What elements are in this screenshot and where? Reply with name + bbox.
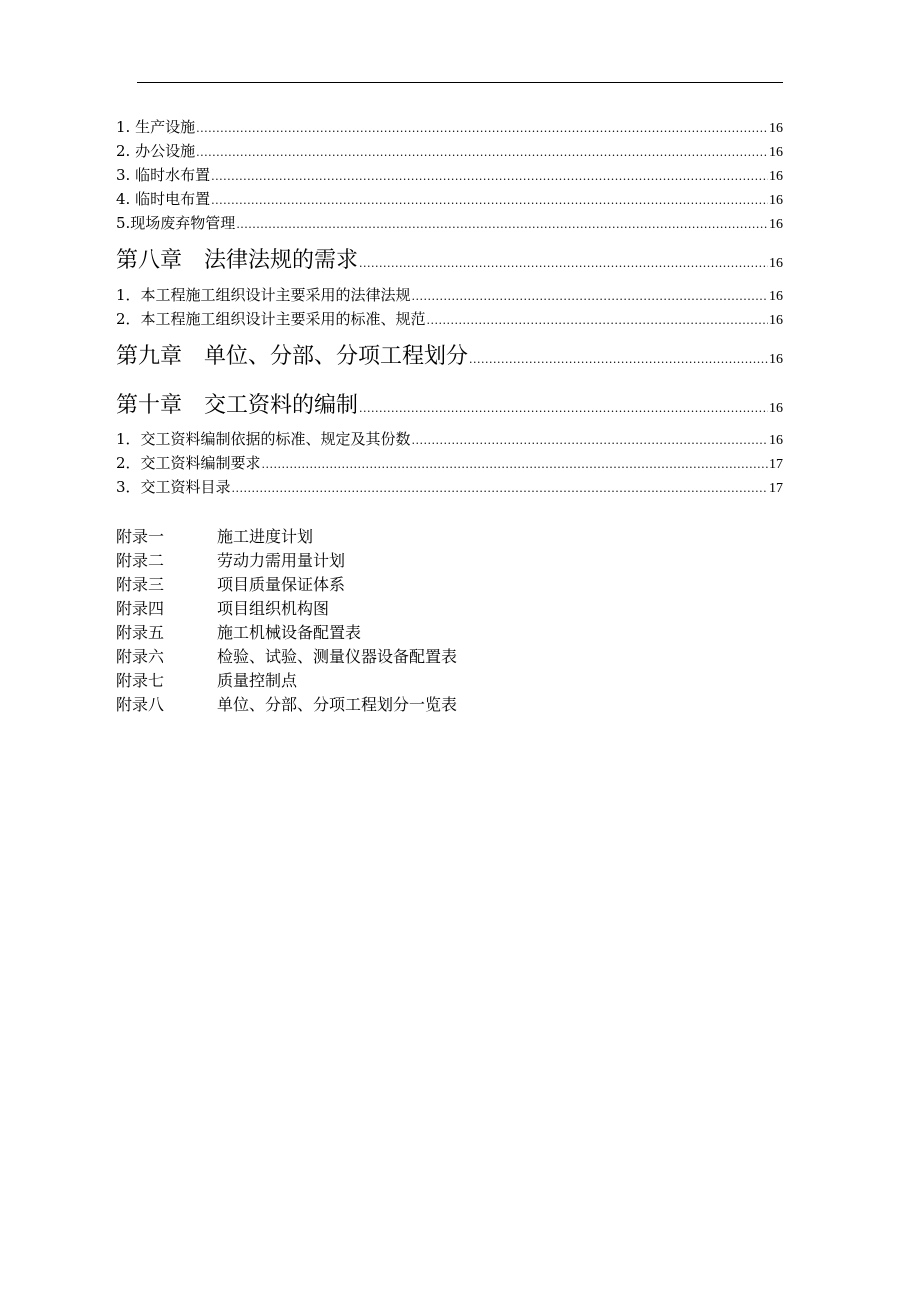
- appendix-item: [116, 548, 616, 571]
- appendix-item: [116, 572, 616, 595]
- toc-entry-label: 2．交工资料编制要求: [116, 454, 261, 472]
- toc-chapter-10[interactable]: [116, 388, 783, 419]
- dot-leader: [359, 402, 768, 413]
- dot-leader: [196, 122, 768, 133]
- appendix-item: [116, 620, 616, 643]
- dot-leader: [262, 458, 768, 469]
- toc-entry[interactable]: [116, 476, 783, 497]
- toc-entry-page: 16: [769, 217, 783, 232]
- toc-entry-label: 3. 临时水布置: [116, 166, 211, 184]
- appendix-label: 附录七: [116, 671, 165, 690]
- toc-entry-page: 16: [769, 289, 783, 304]
- appendix-label: 附录四: [116, 599, 165, 618]
- dot-leader: [196, 146, 768, 157]
- toc-entry-page: 17: [769, 457, 783, 472]
- toc-entry-page: 16: [769, 313, 783, 328]
- dot-leader: [427, 314, 768, 325]
- toc-entry-label: 2. 办公设施: [116, 142, 196, 160]
- appendix-title: 检验、试验、测量仪器设备配置表: [217, 647, 458, 666]
- appendix-label: 附录六: [116, 647, 165, 666]
- toc-entry[interactable]: [116, 116, 783, 137]
- appendix-title: 质量控制点: [217, 671, 298, 690]
- toc-chapter-label: 第九章 单位、分部、分项工程划分: [116, 344, 469, 369]
- toc-entry[interactable]: [116, 164, 783, 185]
- toc-entry-label: 1．交工资料编制依据的标准、规定及其份数: [116, 430, 411, 448]
- toc-entry-label: 3．交工资料目录: [116, 478, 231, 496]
- dot-leader: [469, 353, 768, 364]
- appendix-item: [116, 668, 616, 691]
- toc-entry-page: 17: [769, 481, 783, 496]
- appendix-label: 附录二: [116, 551, 165, 570]
- toc-entry[interactable]: [116, 188, 783, 209]
- toc-entry-label: 4. 临时电布置: [116, 190, 211, 208]
- dot-leader: [412, 434, 768, 445]
- appendix-label: 附录五: [116, 623, 165, 642]
- appendix-title: 劳动力需用量计划: [217, 551, 346, 570]
- appendix-label: 附录一: [116, 527, 165, 546]
- toc-entry[interactable]: [116, 212, 783, 233]
- toc-entry-page: 16: [769, 145, 783, 160]
- toc-chapter-8[interactable]: [116, 243, 783, 274]
- toc-chapter-label: 第十章 交工资料的编制: [116, 393, 359, 418]
- toc-chapter-page: 16: [769, 256, 783, 271]
- toc-entry-page: 16: [769, 433, 783, 448]
- header-rule: [137, 82, 783, 83]
- dot-leader: [412, 290, 768, 301]
- appendix-item: [116, 524, 616, 547]
- appendix-item: [116, 596, 616, 619]
- toc-entry-label: 5.现场废弃物管理: [116, 214, 236, 232]
- toc-entry-label: 1．本工程施工组织设计主要采用的法律法规: [116, 286, 411, 304]
- appendix-item: [116, 692, 616, 715]
- appendix-title: 项目质量保证体系: [217, 575, 346, 594]
- appendix-title: 施工机械设备配置表: [217, 623, 362, 642]
- toc-entry[interactable]: [116, 284, 783, 305]
- toc-entry[interactable]: [116, 452, 783, 473]
- dot-leader: [232, 482, 768, 493]
- dot-leader: [211, 194, 768, 205]
- toc-entry-page: 16: [769, 169, 783, 184]
- toc-chapter-page: 16: [769, 352, 783, 367]
- dot-leader: [236, 218, 768, 229]
- appendix-title: 项目组织机构图: [217, 599, 330, 618]
- appendix-item: [116, 644, 616, 667]
- toc-entry-page: 16: [769, 193, 783, 208]
- dot-leader: [211, 170, 768, 181]
- toc-entry-label: 2．本工程施工组织设计主要采用的标准、规范: [116, 310, 426, 328]
- appendix-title: 单位、分部、分项工程划分一览表: [217, 695, 458, 714]
- dot-leader: [359, 257, 768, 268]
- toc-entry[interactable]: [116, 308, 783, 329]
- toc-entry[interactable]: [116, 140, 783, 161]
- toc-chapter-page: 16: [769, 401, 783, 416]
- toc-entry-label: 1. 生产设施: [116, 118, 196, 136]
- appendix-title: 施工进度计划: [217, 527, 314, 546]
- toc-chapter-9[interactable]: [116, 339, 783, 370]
- toc-entry[interactable]: [116, 428, 783, 449]
- toc-chapter-label: 第八章 法律法规的需求: [116, 248, 359, 273]
- appendix-label: 附录三: [116, 575, 165, 594]
- appendix-label: 附录八: [116, 695, 165, 714]
- toc-entry-page: 16: [769, 121, 783, 136]
